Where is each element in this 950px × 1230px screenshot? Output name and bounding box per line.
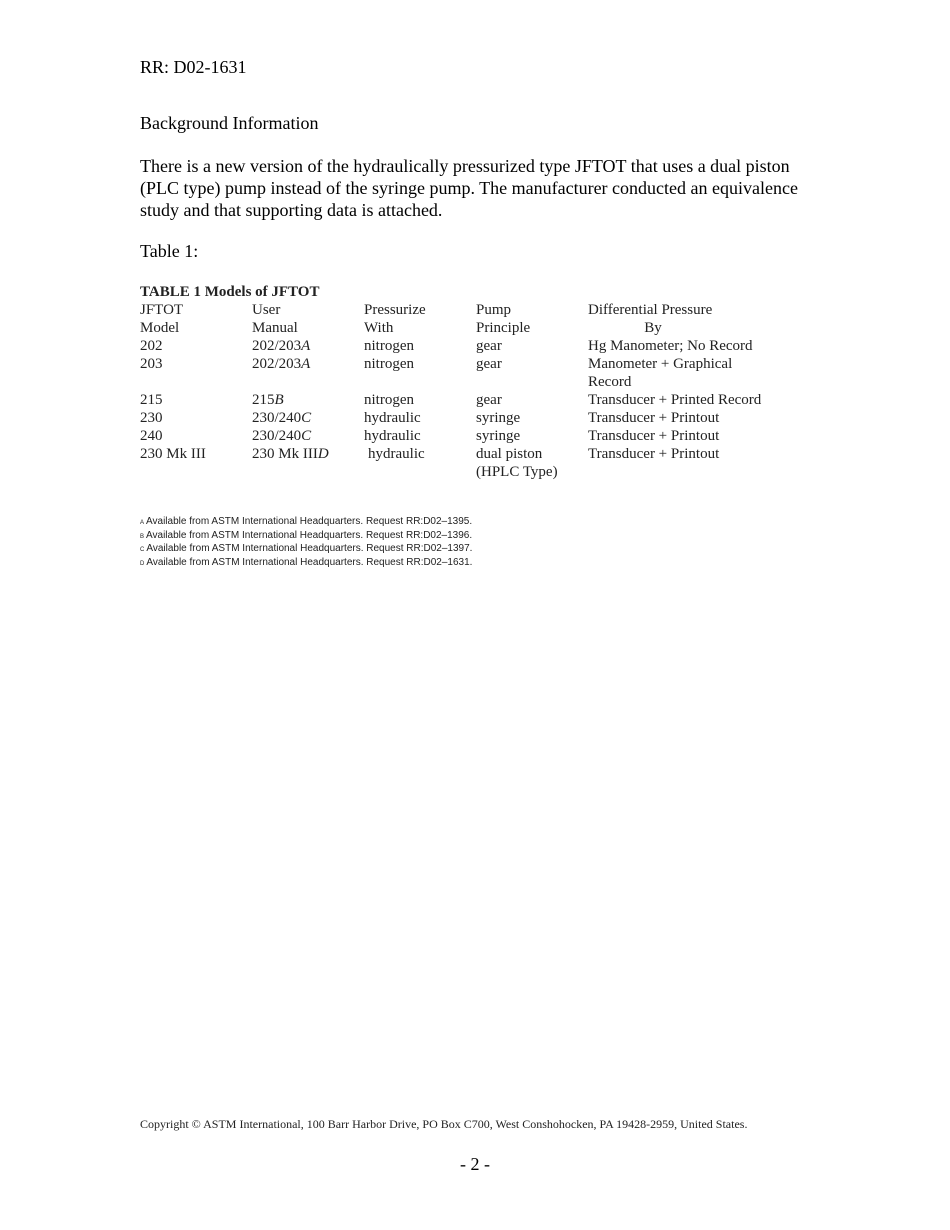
table-footnotes bbox=[140, 516, 472, 571]
cell-pump: gear bbox=[476, 392, 502, 408]
cell-pressurize: nitrogen bbox=[364, 338, 414, 354]
footnote-mark: B bbox=[140, 533, 145, 540]
cell-manual bbox=[252, 355, 364, 391]
cell-differential: Manometer + Graphical Record bbox=[588, 356, 733, 390]
cell-pressurize: nitrogen bbox=[364, 356, 414, 372]
footnote-mark: A bbox=[140, 520, 145, 526]
cell-manual bbox=[252, 409, 364, 427]
table-title: TABLE 1 Models of JFTOT bbox=[140, 284, 320, 300]
header-model-line2: Model bbox=[140, 320, 180, 336]
models-table bbox=[140, 301, 778, 481]
table-header-row bbox=[140, 301, 778, 337]
header-model-line1: JFTOT bbox=[140, 302, 184, 318]
cell-pump: syringe bbox=[476, 428, 521, 444]
cell-differential: Transducer + Printout bbox=[588, 410, 720, 426]
table-row bbox=[140, 427, 778, 445]
cell-manual bbox=[252, 391, 364, 409]
header-manual-line2: Manual bbox=[252, 320, 298, 336]
page-number: - 2 - bbox=[460, 1154, 490, 1174]
footnote bbox=[140, 530, 472, 544]
header-pressurize-line1: Pressurize bbox=[364, 302, 426, 318]
document-id: RR: D02-1631 bbox=[140, 57, 247, 77]
cell-differential: Transducer + Printout bbox=[588, 446, 720, 462]
footnote-text: Available from ASTM International Headquarters. Request RR:D02–1396. bbox=[146, 529, 473, 541]
header-pump bbox=[476, 301, 588, 337]
table-row bbox=[140, 337, 778, 355]
table-row bbox=[140, 355, 778, 391]
cell-differential: Transducer + Printout bbox=[588, 428, 720, 444]
footnote bbox=[140, 557, 472, 571]
cell-model: 203 bbox=[140, 356, 163, 372]
cell-model: 240 bbox=[140, 428, 163, 444]
header-model bbox=[140, 301, 252, 337]
cell-differential: Transducer + Printed Record bbox=[588, 392, 762, 408]
cell-manual bbox=[252, 427, 364, 445]
footnote-text: Available from ASTM International Headquarters. Request RR:D02–1631. bbox=[146, 557, 473, 569]
section-heading: Background Information bbox=[140, 113, 319, 133]
footnote-text: Available from ASTM International Headquarters. Request RR:D02–1397. bbox=[146, 543, 473, 555]
manual-number: 202/203 bbox=[252, 338, 302, 354]
cell-model: 202 bbox=[140, 338, 163, 354]
manual-number: 230/240 bbox=[252, 410, 302, 426]
header-pump-line1: Pump bbox=[476, 302, 512, 318]
header-differential bbox=[588, 301, 778, 337]
cell-pump: gear bbox=[476, 338, 502, 354]
manual-number: 230 Mk III bbox=[252, 446, 318, 462]
copyright-notice: Copyright © ASTM International, 100 Barr Harbor Drive, PO Box C700, West Conshohocken, PA 19428-2959, United States. bbox=[140, 1117, 748, 1131]
manual-number: 202/203 bbox=[252, 356, 302, 372]
manual-note: A bbox=[301, 356, 311, 372]
header-manual bbox=[252, 301, 364, 337]
footnote-text: Available from ASTM International Headquarters. Request RR:D02–1395. bbox=[146, 516, 473, 527]
cell-pressurize bbox=[364, 445, 476, 481]
cell-pressurize: hydraulic bbox=[364, 428, 421, 444]
table-row bbox=[140, 391, 778, 409]
cell-pressurize: nitrogen bbox=[364, 392, 414, 408]
manual-note: C bbox=[301, 428, 312, 444]
header-pressurize bbox=[364, 301, 476, 337]
cell-model: 215 bbox=[140, 392, 163, 408]
cell-differential: Hg Manometer; No Record bbox=[588, 338, 753, 354]
cell-pump: dual piston (HPLC Type) bbox=[476, 446, 558, 480]
footnote-mark: C bbox=[140, 547, 145, 554]
cell-manual bbox=[252, 445, 364, 481]
footnote-mark: D bbox=[140, 561, 145, 568]
cell-model: 230 bbox=[140, 410, 163, 426]
header-manual-line1: User bbox=[252, 302, 281, 318]
table-label: Table 1: bbox=[140, 241, 199, 261]
table-row bbox=[140, 409, 778, 427]
manual-note: D bbox=[317, 446, 329, 462]
manual-note: A bbox=[301, 338, 311, 354]
manual-number: 230/240 bbox=[252, 428, 302, 444]
manual-note: B bbox=[274, 392, 284, 408]
header-differential-line2: By bbox=[644, 320, 662, 336]
cell-pump: syringe bbox=[476, 410, 521, 426]
pressurize-value: hydraulic bbox=[368, 446, 425, 462]
cell-model: 230 Mk III bbox=[140, 446, 206, 462]
cell-pressurize: hydraulic bbox=[364, 410, 421, 426]
table-row bbox=[140, 445, 778, 481]
footnote bbox=[140, 516, 472, 530]
cell-manual bbox=[252, 337, 364, 355]
manual-note: C bbox=[301, 410, 312, 426]
footnote bbox=[140, 543, 472, 557]
header-pump-line2: Principle bbox=[476, 320, 531, 336]
cell-pump: gear bbox=[476, 356, 502, 372]
header-pressurize-line2: With bbox=[364, 320, 394, 336]
background-paragraph: There is a new version of the hydraulically pressurized type JFTOT that uses a dual piston (PLC type) pump instead of the syringe pump. The manufacturer conducted an equivalence study and that supporting data is attached. bbox=[140, 156, 798, 220]
manual-number: 215 bbox=[252, 392, 275, 408]
header-differential-line1: Differential Pressure bbox=[588, 302, 713, 318]
